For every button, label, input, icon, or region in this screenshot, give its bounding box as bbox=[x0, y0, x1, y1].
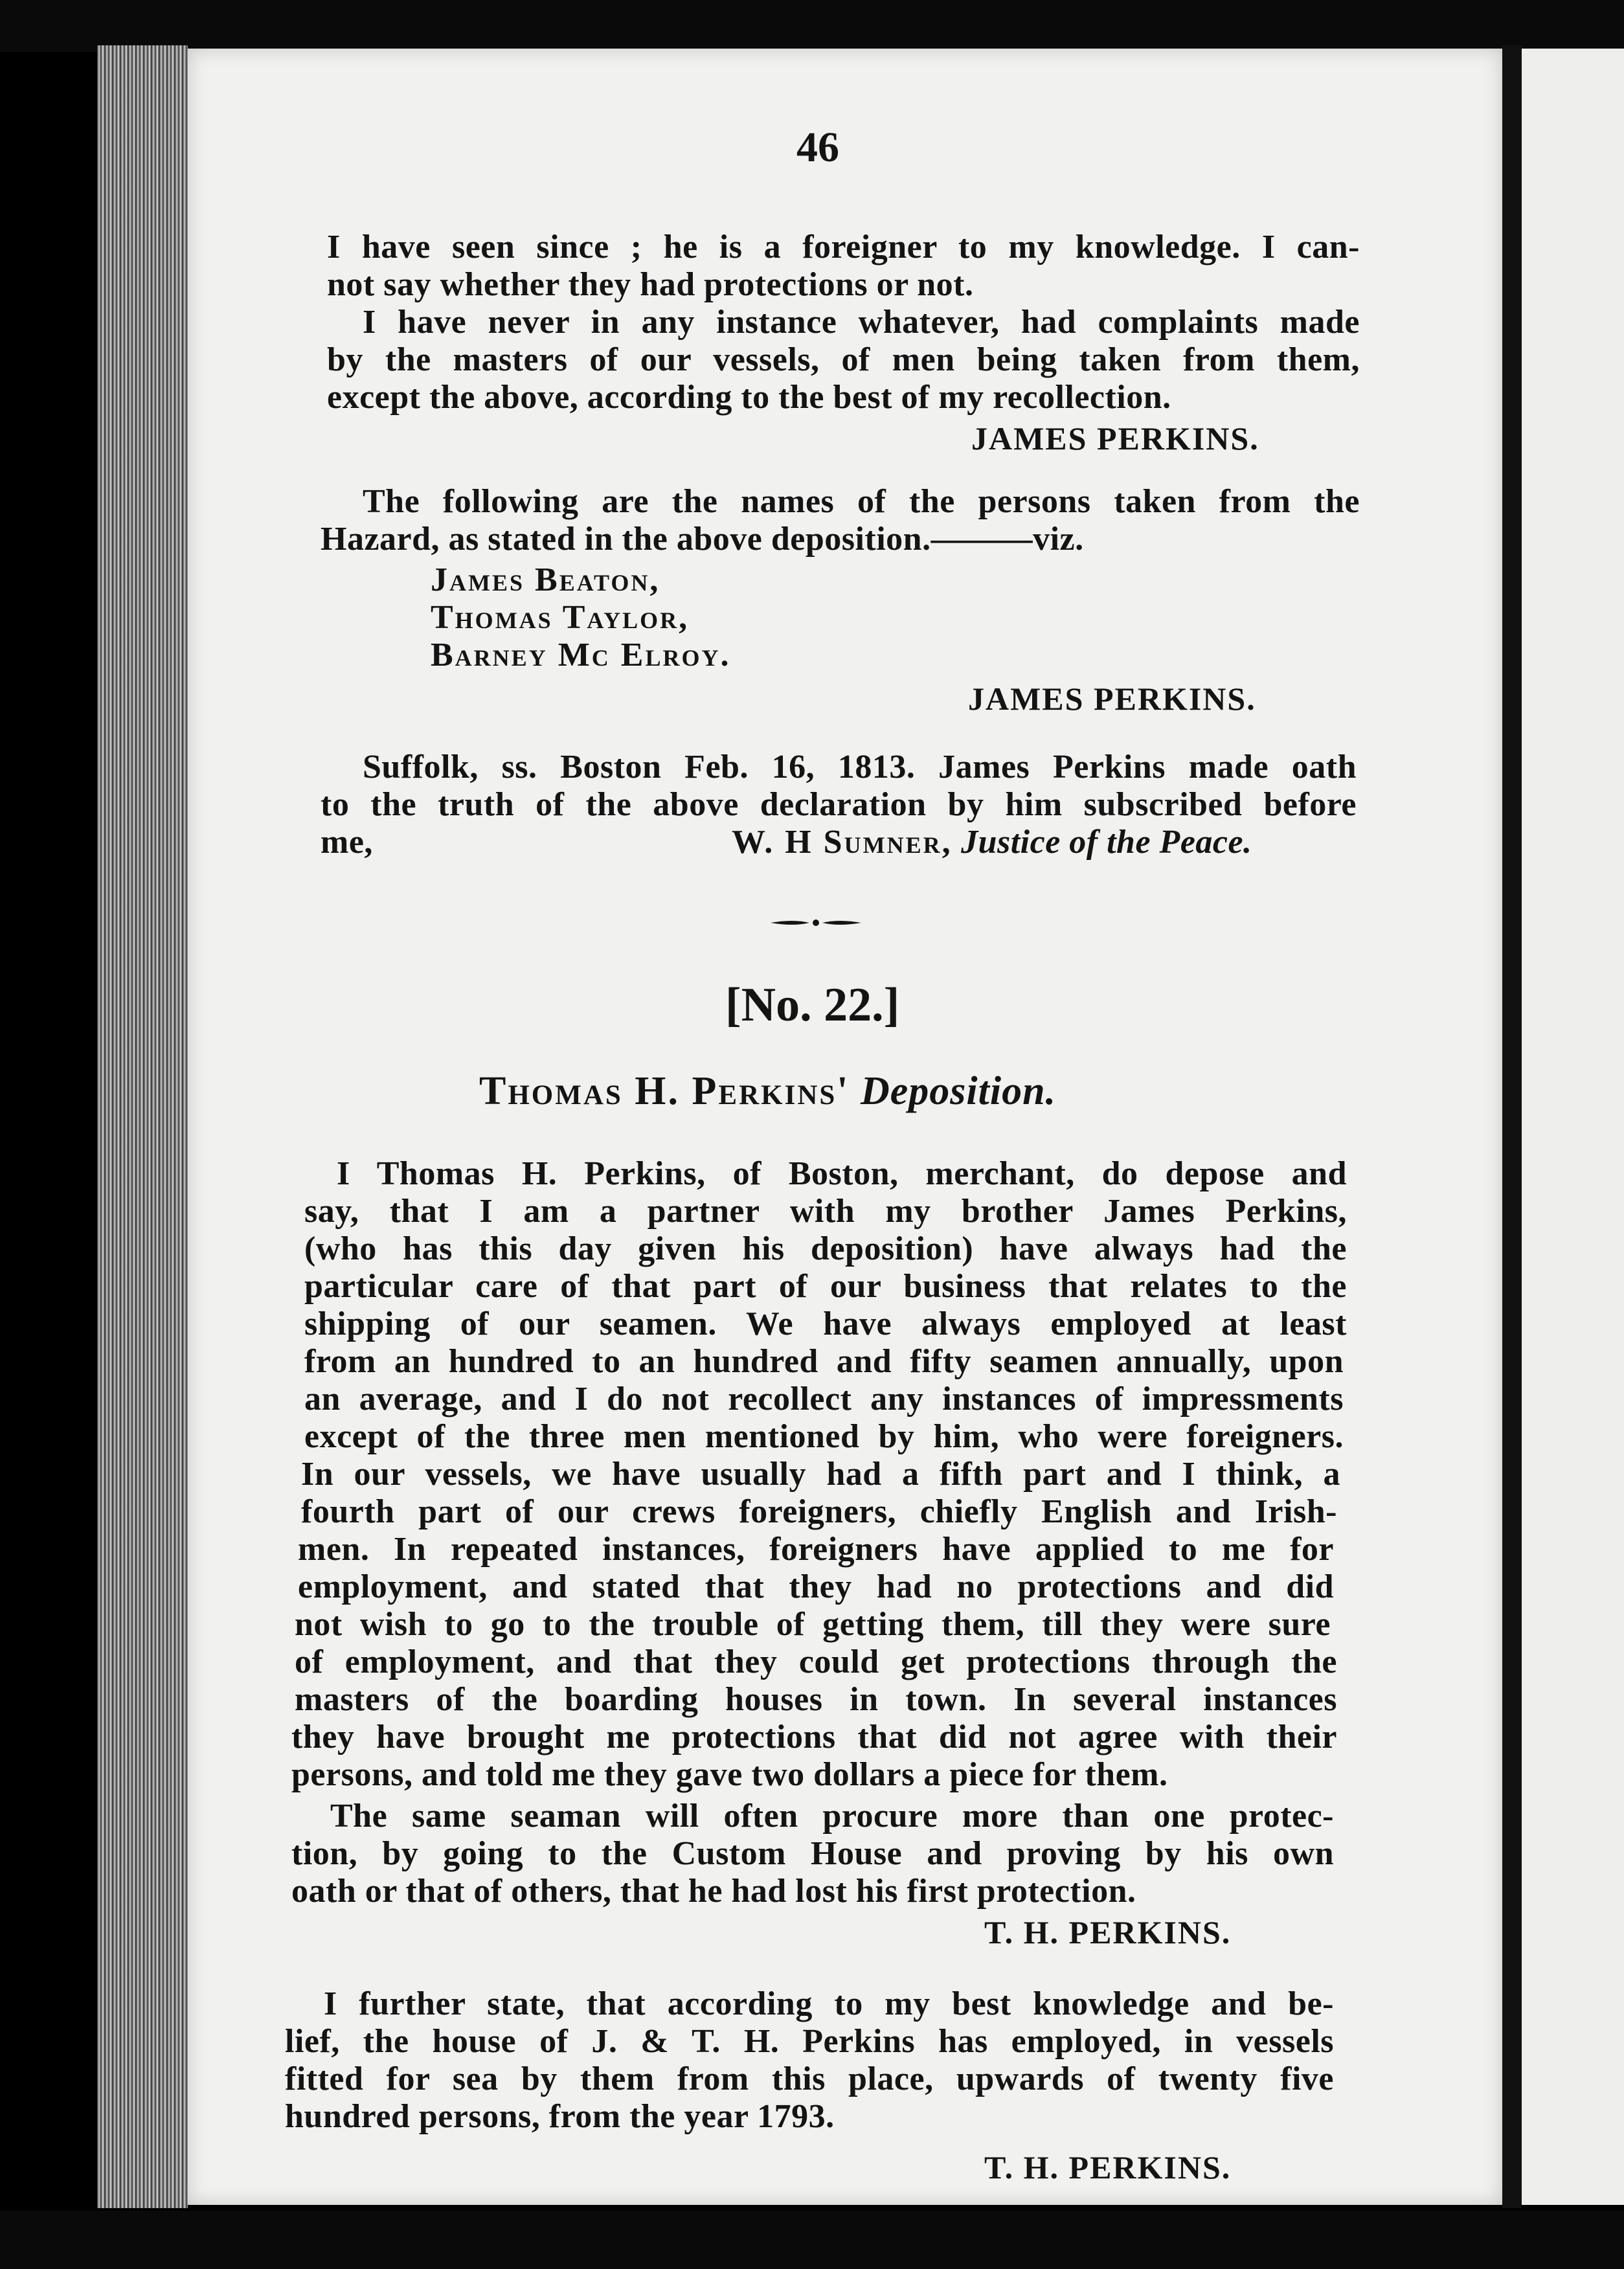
text-line: employment, and stated that they had no protections and did bbox=[298, 1568, 1334, 1605]
deposition-title-name: Thomas H. Perkins' bbox=[479, 1069, 850, 1113]
scan-border-bottom bbox=[0, 2211, 1624, 2269]
text-line: Hazard, as stated in the above deposition.———viz. bbox=[321, 521, 1084, 558]
text-line: oath or that of others, that he had lost his first protection. bbox=[291, 1873, 1136, 1910]
text-line: tion, by going to the Custom House and proving by his own bbox=[291, 1835, 1334, 1872]
deposition-title bbox=[479, 1068, 1056, 1114]
text-line: I Thomas H. Perkins, of Boston, merchant, do depose and bbox=[337, 1155, 1347, 1192]
scan-border-top bbox=[0, 0, 1624, 52]
text-line: I further state, that according to my best knowledge and be- bbox=[324, 1985, 1334, 2022]
name-item: James Beaton, bbox=[431, 561, 660, 598]
gutter bbox=[1502, 45, 1522, 2208]
signature-james-perkins-2: JAMES PERKINS. bbox=[968, 681, 1256, 717]
text-line: an average, and I do not recollect any instances of impressments bbox=[304, 1381, 1344, 1417]
justice-name: W. H Sumner, bbox=[732, 824, 953, 861]
text-line: not say whether they had protections or not. bbox=[327, 266, 974, 303]
facing-page bbox=[1522, 49, 1624, 2205]
text-line: not wish to go to the trouble of getting them, till they were sure bbox=[295, 1606, 1331, 1643]
text-line: masters of the boarding houses in town. In several instances bbox=[295, 1681, 1337, 1718]
deposition-title-word: Deposition. bbox=[861, 1069, 1057, 1113]
signature-th-perkins-2: T. H. PERKINS. bbox=[984, 2149, 1232, 2185]
text-line: particular care of that part of our business that relates to the bbox=[304, 1268, 1347, 1305]
text-line: The same seaman will often procure more than one protec- bbox=[330, 1798, 1334, 1834]
page-edge bbox=[97, 45, 188, 2208]
signature-james-perkins: JAMES PERKINS. bbox=[971, 420, 1259, 457]
justice-title: Justice of the Peace. bbox=[961, 824, 1252, 861]
text-line: except of the three men mentioned by him, who were foreigners. bbox=[304, 1418, 1344, 1455]
justice-line bbox=[732, 823, 1252, 861]
text-line: persons, and told me they gave two dollars a piece for them. bbox=[291, 1756, 1168, 1793]
text-line: fitted for sea by them from this place, upwards of twenty five bbox=[285, 2060, 1334, 2097]
text-line: to the truth of the above declaration by him subscribed before bbox=[321, 786, 1357, 823]
text-line: I have never in any instance whatever, had complaints made bbox=[363, 304, 1360, 341]
signature-th-perkins: T. H. PERKINS. bbox=[984, 1914, 1232, 1950]
name-item: Barney Mc Elroy. bbox=[431, 637, 731, 673]
text-line: In our vessels, we have usually had a fifth part and I think, a bbox=[301, 1456, 1340, 1493]
text-line: hundred persons, from the year 1793. bbox=[285, 2098, 835, 2135]
text-line: shipping of our seamen. We have always employed at least bbox=[304, 1305, 1347, 1342]
section-divider-ornament bbox=[771, 916, 861, 929]
text-line: lief, the house of J. & T. H. Perkins has employed, in vessels bbox=[285, 2023, 1334, 2060]
text-line: The following are the names of the persons taken from the bbox=[363, 483, 1360, 520]
text-line: of employment, and that they could get protections through the bbox=[295, 1643, 1337, 1680]
text-line: they have brought me protections that did not agree with their bbox=[291, 1719, 1337, 1755]
text-line: fourth part of our crews foreigners, chiefly English and Irish- bbox=[301, 1493, 1337, 1530]
text-line: Suffolk, ss. Boston Feb. 16, 1813. James Perkins made oath bbox=[363, 749, 1357, 785]
text-line: except the above, according to the best of my recollection. bbox=[327, 379, 1171, 416]
text-line: I have seen since ; he is a foreigner to my knowledge. I can- bbox=[327, 229, 1360, 265]
text-line: me, bbox=[321, 824, 373, 861]
text-line: by the masters of our vessels, of men being taken from them, bbox=[327, 341, 1360, 378]
deposition-number: [No. 22.] bbox=[725, 978, 900, 1032]
page-number: 46 bbox=[796, 124, 839, 171]
text-line: (who has this day given his deposition) have always had the bbox=[304, 1230, 1347, 1267]
text-line: from an hundred to an hundred and fifty seamen annually, upon bbox=[304, 1343, 1344, 1380]
text-line: men. In repeated instances, foreigners have applied to me for bbox=[298, 1531, 1334, 1568]
text-line: say, that I am a partner with my brother James Perkins, bbox=[304, 1193, 1347, 1230]
name-item: Thomas Taylor, bbox=[431, 599, 690, 636]
